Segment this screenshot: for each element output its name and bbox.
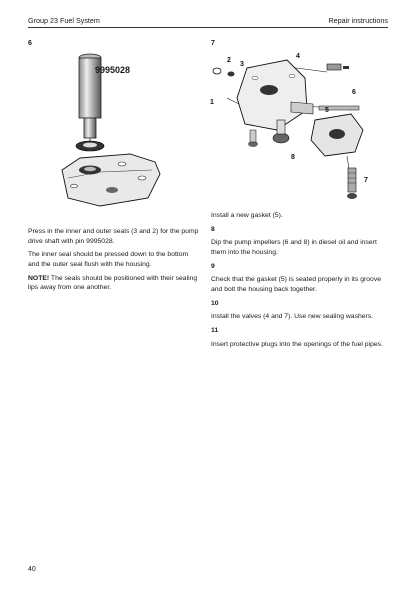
- callout-1: 1: [210, 99, 214, 106]
- pump-cover-icon: [311, 114, 363, 156]
- callout-3: 3: [240, 61, 244, 68]
- valve-icon: [327, 64, 349, 70]
- step-10-text: Install the valves (4 and 7). Use new sealing washers.: [211, 313, 374, 321]
- plug-icon: [248, 130, 258, 147]
- step-8-text: Dip the pump impellers (6 and 8) in diesel oil and insert them into the housing.: [211, 239, 377, 256]
- header-document-type: Repair instructions: [328, 16, 388, 25]
- pump-exploded-view-illustration: [207, 48, 387, 208]
- o-ring-icon: [213, 68, 221, 74]
- step-6-instructions: [28, 227, 200, 297]
- step-6-note: [28, 274, 200, 293]
- step-10-number: 10: [211, 299, 219, 307]
- callout-6: 6: [352, 89, 356, 96]
- note-label: NOTE!: [28, 274, 50, 282]
- step-9-number: 9: [211, 262, 215, 270]
- callout-8: 8: [291, 154, 295, 161]
- assembly-instructions: [211, 211, 391, 353]
- housing-plate-icon: [237, 60, 307, 130]
- step-6-number: 6: [28, 40, 32, 47]
- callout-7: 7: [364, 177, 368, 184]
- tool-part-number: 9995028: [95, 65, 131, 75]
- seal-icon: [228, 72, 235, 77]
- callout-2: 2: [227, 57, 231, 64]
- callout-4: 4: [296, 53, 300, 60]
- step-11-number: 11: [211, 327, 219, 335]
- step-6-paragraph-1: Press in the inner and outer seals (3 and 2) for the pump drive shaft with pin 9995028.: [28, 228, 199, 245]
- step-7-text: Install a new gasket (5).: [211, 212, 283, 219]
- step-7-number: 7: [211, 40, 215, 47]
- step-6-paragraph-2: The inner seal should be pressed down to the bottom and the outer seal flush with the housing.: [28, 251, 189, 268]
- step-9-text: Check that the gasket (5) is seated properly in its groove and bolt the housing back together.: [211, 276, 382, 293]
- callout-5: 5: [325, 107, 329, 114]
- step-8-number: 8: [211, 225, 215, 233]
- header-divider: [28, 27, 388, 28]
- step-11-text: Insert protective plugs into the openings of the fuel pipes.: [211, 340, 383, 348]
- page-number: 40: [28, 566, 36, 573]
- seal-ring-icon: [76, 141, 104, 151]
- header-section-title: Group 23 Fuel System: [28, 16, 100, 25]
- note-text: The seals should be positioned with their sealing lips away from one another.: [28, 274, 198, 292]
- gasket-icon: [291, 102, 313, 114]
- pump-housing-icon: [62, 154, 160, 206]
- relief-valve-icon: [347, 168, 357, 199]
